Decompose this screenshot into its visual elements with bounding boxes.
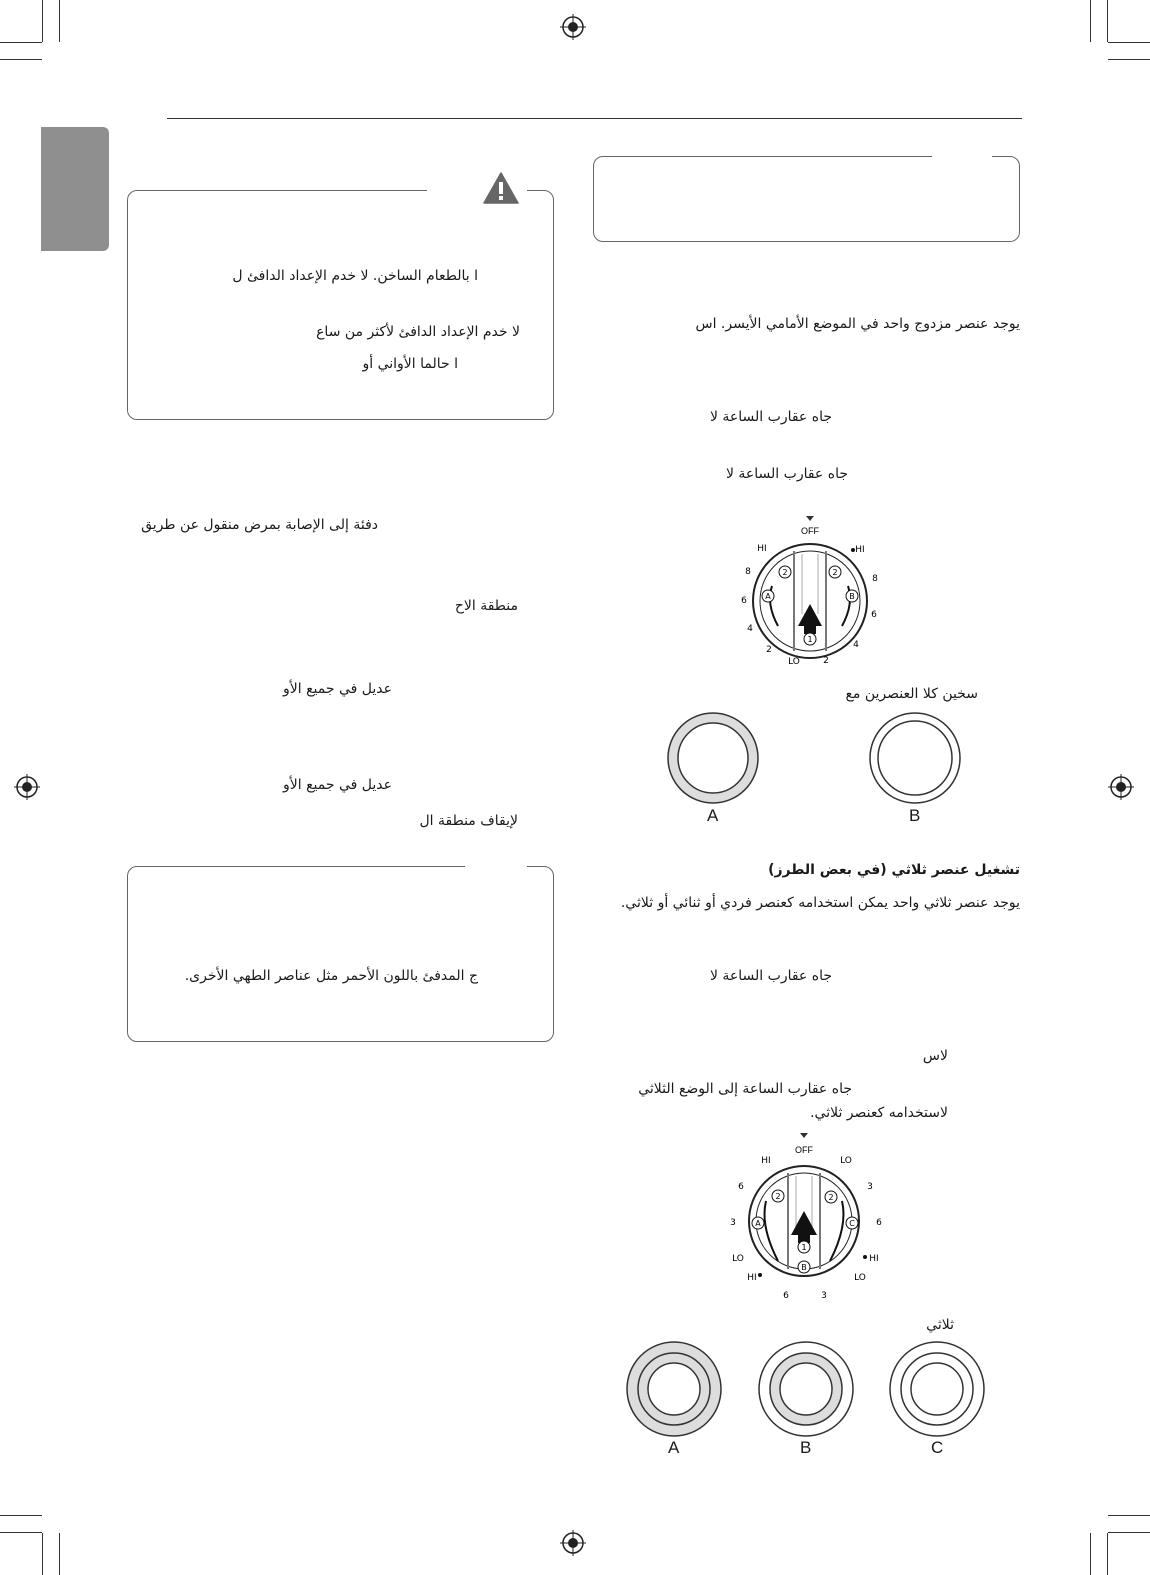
triple-step-1: جاه عقارب الساعة لا: [709, 968, 832, 984]
note-text-line-1: ج المدفئ باللون الأحمر مثل عناصر الطهي الأخرى.: [184, 968, 478, 984]
dial-tick: 8: [872, 574, 878, 584]
triple-step-4: لاستخدامه كعنصر ثلاثي.: [810, 1105, 948, 1121]
dial-lo: LO: [788, 657, 800, 667]
dial-tick: 6: [876, 1218, 882, 1228]
dual-element-dial: [728, 514, 896, 674]
dial-lo-top: LO: [840, 1156, 852, 1166]
dial-mark-b: B: [801, 1263, 807, 1272]
dial-off-label: OFF: [795, 1145, 813, 1155]
crop-mark: [0, 1515, 42, 1516]
ring-label-a: A: [707, 806, 719, 825]
dial-mark-a: A: [755, 1219, 761, 1228]
dial-tick: 3: [821, 1291, 827, 1301]
dial-step-1-marker: 1: [801, 1243, 807, 1252]
ring-label-b: B: [800, 1438, 812, 1457]
body-text-line-4: عديل في جميع الأو: [283, 777, 392, 793]
dial-step-2-marker: 2: [832, 568, 838, 577]
body-text-line-3: عديل في جميع الأو: [283, 681, 392, 697]
note-box: [127, 866, 554, 1042]
header-rule: [167, 118, 1022, 119]
dial-off-label: OFF: [801, 526, 819, 536]
dial-mark-c: C: [849, 1219, 855, 1228]
ring-label-c: C: [931, 1438, 944, 1457]
dial-mark-a: A: [765, 592, 771, 601]
dial-step-2-marker: 2: [775, 1192, 781, 1201]
registration-mark-icon: [560, 14, 586, 40]
dial-tick: 8: [745, 567, 751, 577]
body-text-line-2: منطقة الاح: [454, 598, 518, 614]
dial-lo-bottom-right: LO: [854, 1273, 866, 1283]
dual-step-1: جاه عقارب الساعة لا: [709, 409, 832, 425]
warning-triangle-icon: [483, 172, 519, 204]
crop-mark: [1108, 1532, 1150, 1533]
crop-mark: [1107, 1533, 1108, 1575]
crop-mark: [1090, 1533, 1091, 1575]
crop-mark: [0, 59, 42, 60]
dial-tick: 2: [766, 645, 772, 655]
section-tab: [41, 127, 109, 251]
dial-tick: 4: [747, 624, 753, 634]
dial-tick: 6: [741, 596, 747, 606]
dial-hi-right: HI: [855, 545, 865, 555]
triple-element-dial: [726, 1131, 886, 1303]
crop-mark: [42, 0, 43, 42]
dial-step-2-marker: 2: [782, 568, 788, 577]
dial-hi-left: HI: [757, 544, 767, 554]
dual-element-intro: يوجد عنصر مزدوج واحد في الموضع الأمامي الأيسر. اس: [695, 316, 1020, 332]
dial-step-2-marker: 2: [828, 1193, 834, 1202]
crop-mark: [1108, 59, 1150, 60]
crop-mark: [59, 1533, 60, 1575]
ring-label-b: B: [909, 806, 921, 825]
dial-hi-bottom-left: HI: [747, 1273, 757, 1283]
body-text-line-1: دفئة إلى الإصابة بمرض منقول عن طريق: [141, 517, 378, 533]
ring-b-triple: [757, 1340, 855, 1438]
note-box-right: [593, 156, 1020, 242]
crop-mark: [59, 0, 60, 42]
dial-step-1-marker: 1: [807, 635, 813, 644]
warning-text-line-1: ا بالطعام الساخن. لا خدم الإعداد الدافئ ل: [232, 268, 478, 284]
dial-tick: 6: [738, 1182, 744, 1192]
body-text-line-5: لإيقاف منطقة ال: [419, 813, 518, 829]
registration-mark-icon: [1108, 774, 1134, 800]
dial-tick: 4: [853, 640, 859, 650]
crop-mark: [1090, 0, 1091, 42]
warning-box: [127, 190, 554, 420]
ring-a-triple: [625, 1340, 723, 1438]
dual-caption: سخين كلا العنصرين مع: [845, 686, 978, 702]
triple-caption: ثلاثي: [926, 1317, 954, 1333]
dial-tick: 2: [823, 656, 829, 666]
crop-mark: [0, 1532, 42, 1533]
ring-a-large: [666, 711, 760, 805]
dial-lo-left: LO: [732, 1254, 744, 1264]
crop-mark: [1108, 42, 1150, 43]
dial-hi-top: HI: [761, 1156, 771, 1166]
triple-step-3: جاه عقارب الساعة إلى الوضع الثلاثي: [638, 1081, 852, 1097]
ring-b-small: [868, 711, 962, 805]
triple-element-heading: تشغيل عنصر ثلاثي (في بعض الطرز): [768, 862, 1020, 878]
registration-mark-icon: [14, 774, 40, 800]
dial-hi-right: HI: [869, 1254, 879, 1264]
dial-tick: 6: [871, 610, 877, 620]
registration-mark-icon: [560, 1530, 586, 1556]
crop-mark: [1108, 1515, 1150, 1516]
dial-tick: 3: [867, 1182, 873, 1192]
ring-c-triple: [888, 1340, 986, 1438]
note-box-right-gap: [932, 152, 992, 158]
crop-mark: [0, 42, 42, 43]
dial-mark-b: B: [849, 592, 855, 601]
dual-step-2: جاه عقارب الساعة لا: [725, 466, 848, 482]
dial-tick: 3: [730, 1218, 736, 1228]
warning-text-line-2: لا خدم الإعداد الدافئ لأكثر من ساع: [316, 324, 520, 340]
triple-step-2: لاس: [922, 1048, 948, 1064]
dial-tick: 6: [783, 1291, 789, 1301]
crop-mark: [42, 1533, 43, 1575]
crop-mark: [1107, 0, 1108, 42]
ring-label-a: A: [668, 1438, 680, 1457]
warning-text-line-3: ا حالما الأواني أو: [362, 356, 458, 372]
note-box-gap: [465, 862, 527, 868]
triple-element-intro: يوجد عنصر ثلاثي واحد يمكن استخدامه كعنصر فردي أو ثنائي أو ثلاثي.: [620, 895, 1020, 911]
